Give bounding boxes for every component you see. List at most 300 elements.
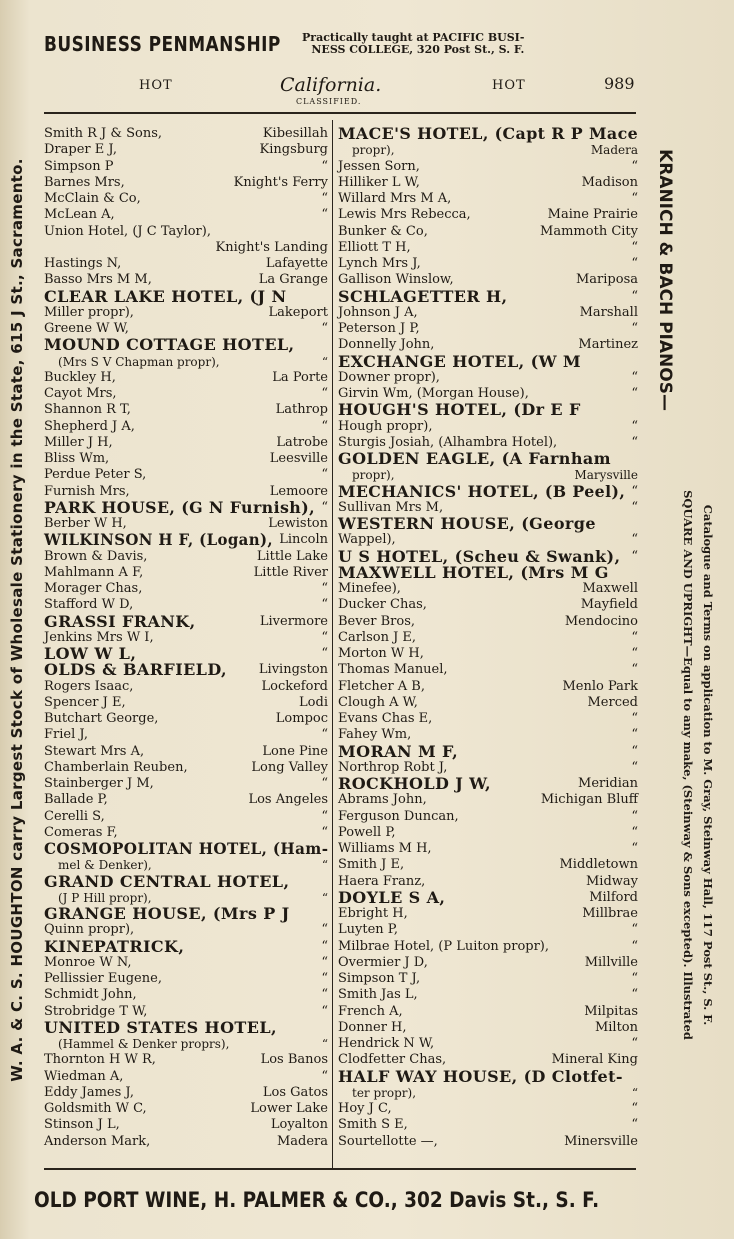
entry-place: Marshall: [579, 304, 638, 320]
entry-place: “: [321, 858, 328, 873]
directory-entry: [338, 646, 638, 662]
entry-place: Knight's Ferry: [233, 174, 328, 190]
entry-name: Anderson Mark,: [44, 1133, 151, 1149]
directory-entry: [338, 939, 638, 955]
right-margin-line2: [678, 370, 698, 1160]
directory-entry: [44, 240, 328, 256]
entry-name: Powell P,: [338, 824, 396, 840]
directory-entry: [44, 419, 328, 435]
entry-place: “: [631, 158, 638, 174]
entry-name: Sturgis Josiah, (Alhambra Hotel),: [338, 434, 558, 450]
right-margin-line2-text: SQUARE AND UPRIGHT—Equal to any make, (Steinway & Sons excepted). Illustrated: [681, 490, 695, 1040]
directory-entry: [338, 451, 638, 467]
right-margin-line3: [698, 370, 718, 1160]
entry-name: WILKINSON H F, (Logan),: [44, 530, 274, 550]
directory-entry: [338, 630, 638, 646]
entry-name: Schmidt John,: [44, 987, 137, 1003]
directory-entry: [338, 240, 638, 256]
top-ad-detail: [302, 32, 524, 56]
entry-name: (J P Hill propr),: [58, 890, 152, 905]
directory-entry: [338, 1004, 638, 1020]
directory-entry: [338, 1101, 638, 1117]
entry-place: “: [631, 743, 638, 759]
directory-entry: [338, 825, 638, 841]
bottom-ad-text: OLD PORT WINE, H. PALMER & CO., 302 Davis St., S. F.: [34, 1188, 600, 1212]
entry-place: “: [321, 207, 328, 223]
directory-entry: [44, 497, 328, 517]
entry-name: Spencer J E,: [44, 694, 126, 710]
entry-name: ter propr),: [352, 1085, 417, 1100]
entry-place: “: [631, 646, 638, 661]
entry-name: LOW W L,: [44, 644, 137, 663]
entry-place: “: [631, 629, 638, 645]
directory-entry: [338, 841, 638, 857]
entry-name: Morton W H,: [338, 646, 424, 661]
directory-entry: [44, 126, 328, 142]
entry-name: Miller propr),: [44, 304, 134, 320]
header-subtitle: CLASSIFIED.: [296, 97, 362, 106]
entry-place: “: [321, 386, 328, 401]
directory-entry: [338, 175, 638, 191]
top-ad-headline: BUSINESS PENMANSHIP: [44, 32, 281, 56]
directory-entry: [44, 906, 328, 922]
entry-place: “: [631, 369, 638, 385]
entry-place: “: [321, 499, 328, 515]
directory-entry: [44, 1036, 328, 1052]
directory-entry: [44, 191, 328, 207]
entry-name: Cerelli S,: [44, 808, 105, 824]
entry-place: Latrobe: [276, 434, 328, 450]
page-number: 989: [604, 74, 635, 93]
directory-entry: [44, 224, 328, 240]
entry-name: Cayot Mrs,: [44, 386, 117, 401]
directory-entry: [44, 142, 328, 158]
directory-entry: [44, 1069, 328, 1085]
entry-place: “: [321, 581, 328, 596]
entry-place: Meridian: [578, 776, 638, 791]
directory-entry: [338, 614, 638, 630]
entry-name: Overmier J D,: [338, 954, 428, 970]
entry-name: MACE'S HOTEL, (Capt R P Mace: [338, 124, 639, 143]
entry-place: Lone Pine: [262, 743, 328, 759]
entry-name: Union Hotel, (J C Taylor),: [44, 223, 211, 239]
entry-name: Furnish Mrs,: [44, 483, 130, 499]
entry-place: “: [631, 727, 638, 743]
entry-name: Morager Chas,: [44, 581, 143, 596]
column-divider: [332, 120, 333, 1168]
directory-entry: [338, 481, 638, 501]
directory-entry: [44, 467, 328, 483]
entry-name: McClain & Co,: [44, 191, 141, 206]
entry-name: Goldsmith W C,: [44, 1101, 147, 1116]
entry-place: “: [631, 1085, 638, 1100]
entry-name: EXCHANGE HOTEL, (W M: [338, 351, 582, 371]
directory-entry: [338, 741, 638, 761]
entry-place: Livermore: [259, 613, 328, 629]
top-advertisement: [44, 28, 644, 60]
entry-place: Loyalton: [270, 1117, 328, 1133]
right-margin-brand-text: KRANICH & BACH PIANOS—: [655, 149, 676, 411]
directory-entry: [44, 760, 328, 776]
entry-name: Jenkins Mrs W I,: [44, 629, 154, 645]
entry-name: Donner H,: [338, 1019, 407, 1035]
entry-name: CLEAR LAKE HOTEL, (J N: [44, 286, 287, 306]
entry-place: Millbrae: [582, 906, 638, 921]
entry-place: Knight's Landing: [215, 239, 328, 255]
entry-name: Smith Jas L,: [338, 987, 418, 1003]
entry-name: Hendrick N W,: [338, 1036, 435, 1051]
entry-place: “: [631, 841, 638, 856]
entry-name: Northrop Robt J,: [338, 759, 448, 775]
entry-name: DOYLE S A,: [338, 887, 446, 907]
entry-name: Haera Franz,: [338, 873, 426, 889]
entry-name: Girvin Wm, (Morgan House),: [338, 386, 529, 401]
entry-place: Lakeport: [268, 304, 328, 320]
entry-name: Williams M H,: [338, 841, 432, 856]
entry-place: “: [321, 191, 328, 206]
entry-name: Strobridge T W,: [44, 1003, 148, 1019]
entry-place: Lower Lake: [250, 1101, 328, 1116]
entry-place: “: [631, 1117, 638, 1133]
entry-place: Lathrop: [275, 402, 328, 418]
entry-name: mel & Denker),: [58, 858, 152, 873]
entry-place: “: [321, 418, 328, 434]
entry-name: Rogers Isaac,: [44, 678, 134, 694]
directory-entry: [44, 435, 328, 451]
directory-entry: [338, 286, 638, 306]
directory-entry: [338, 971, 638, 987]
bottom-advertisement: [34, 1180, 674, 1220]
entry-name: Wappel),: [338, 532, 396, 548]
entry-place: Lompoc: [275, 711, 328, 726]
entry-place: “: [321, 1003, 328, 1019]
header-left-word: HOT: [139, 78, 173, 93]
entry-place: Lafayette: [265, 256, 328, 271]
entry-place: “: [321, 354, 328, 369]
entry-place: Kibesillah: [262, 126, 328, 141]
entry-name: Comeras F,: [44, 824, 118, 840]
entry-name: (Mrs S V Chapman propr),: [58, 354, 220, 369]
entry-name: MORAN M F,: [338, 741, 459, 761]
directory-entry: [44, 532, 328, 548]
entry-place: La Porte: [272, 369, 328, 385]
directory-entry: [338, 159, 638, 175]
directory-entry: [338, 679, 638, 695]
directory-entry: [44, 1017, 328, 1037]
entry-place: “: [631, 532, 638, 548]
entry-place: Merced: [587, 694, 638, 710]
entry-place: Lemoore: [269, 483, 328, 499]
entry-name: Jessen Sorn,: [338, 158, 420, 174]
entry-place: Los Angeles: [248, 792, 328, 808]
entry-place: “: [321, 922, 328, 938]
entry-name: UNITED STATES HOTEL,: [44, 1017, 277, 1037]
directory-entry: [44, 727, 328, 743]
entry-place: Livingston: [258, 662, 328, 678]
directory-entry: [338, 1036, 638, 1052]
directory-entry: [338, 207, 638, 223]
entry-place: “: [321, 824, 328, 840]
entry-place: “: [631, 418, 638, 434]
entry-name: KINEPATRICK,: [44, 936, 185, 956]
entry-name: Stinson J L,: [44, 1117, 120, 1133]
entry-name: Fletcher A B,: [338, 678, 425, 694]
entry-name: Monroe W N,: [44, 954, 132, 970]
entry-name: SCHLAGETTER H,: [338, 286, 508, 306]
entry-place: Milton: [594, 1019, 638, 1035]
directory-entry: [44, 871, 328, 891]
entry-name: Lynch Mrs J,: [338, 256, 421, 271]
directory-entry: [44, 1101, 328, 1117]
entry-place: Little River: [253, 564, 328, 580]
top-ad-line1: Practically taught at PACIFIC BUSI-: [302, 31, 525, 44]
entry-name: Smith S E,: [338, 1117, 408, 1133]
entry-place: Long Valley: [251, 759, 328, 775]
entry-name: HOUGH'S HOTEL, (Dr E F: [338, 400, 581, 420]
entry-name: Abrams John,: [338, 792, 427, 808]
entry-place: Marysville: [574, 468, 638, 483]
entry-place: Maine Prairie: [547, 207, 638, 223]
entry-name: Ducker Chas,: [338, 597, 427, 613]
directory-entry: [338, 1117, 638, 1133]
entry-name: Donnelly John,: [338, 337, 435, 353]
directory-entry: [44, 955, 328, 971]
entry-place: “: [321, 597, 328, 613]
entry-name: Simpson P: [44, 158, 114, 174]
entry-place: “: [631, 548, 638, 564]
directory-entry: [338, 695, 638, 711]
entry-name: PARK HOUSE, (G N Furnish),: [44, 497, 315, 517]
entry-place: “: [321, 467, 328, 483]
entry-name: Simpson T J,: [338, 971, 421, 986]
entry-place: Menlo Park: [562, 678, 638, 694]
entry-name: Draper E J,: [44, 142, 117, 158]
entry-name: Peterson J P,: [338, 321, 420, 336]
entry-place: “: [631, 499, 638, 515]
footer-rule: [44, 1168, 636, 1170]
left-margin-advertisement: [0, 60, 34, 1180]
entry-place: “: [631, 971, 638, 986]
directory-entry: [338, 857, 638, 873]
entry-name: Eddy James J,: [44, 1084, 134, 1100]
entry-place: Kingsburg: [259, 142, 328, 158]
entry-name: Mahlmann A F,: [44, 564, 144, 580]
directory-entry: [44, 402, 328, 418]
entry-place: “: [321, 938, 328, 954]
entry-place: Lodi: [299, 694, 328, 710]
directory-entry: [338, 224, 638, 240]
directory-entry: [338, 1020, 638, 1036]
entry-place: Mammoth City: [540, 223, 638, 239]
entry-name: GOLDEN EAGLE, (A Farnham: [338, 449, 611, 468]
entry-place: “: [631, 386, 638, 401]
entry-place: “: [631, 239, 638, 255]
directory-entry: [44, 256, 328, 272]
left-column: [44, 126, 328, 1166]
directory-entry: [338, 662, 638, 678]
directory-entry: [338, 142, 638, 158]
entry-place: “: [631, 922, 638, 938]
entry-name: Hilliker L W,: [338, 174, 420, 190]
entry-place: Madera: [590, 143, 638, 158]
entry-name: Greene W W,: [44, 321, 129, 336]
directory-entry: [338, 887, 638, 907]
entry-name: Sullivan Mrs M,: [338, 499, 444, 515]
entry-name: Shannon R T,: [44, 402, 131, 418]
entry-name: Carlson J E,: [338, 629, 417, 645]
directory-entry: [44, 207, 328, 223]
directory-entry: [338, 1134, 638, 1150]
entry-name: Shepherd J A,: [44, 418, 135, 434]
entry-name: Ballade P,: [44, 792, 108, 808]
entry-place: Lewiston: [268, 516, 328, 531]
entry-name: Stafford W D,: [44, 597, 134, 613]
header-rule: [44, 112, 636, 114]
entry-name: Johnson J A,: [338, 304, 418, 320]
entry-name: Downer propr),: [338, 369, 440, 385]
directory-entry: [338, 955, 638, 971]
entry-name: Minefee),: [338, 581, 401, 596]
entry-name: Lewis Mrs Rebecca,: [338, 207, 471, 223]
directory-entry: [44, 1134, 328, 1150]
directory-entry: [338, 1085, 638, 1101]
directory-entry: [44, 286, 328, 306]
directory-entry: [44, 451, 328, 467]
directory-entry: [44, 695, 328, 711]
entry-name: (Hammel & Denker proprs),: [58, 1037, 230, 1051]
directory-entry: [338, 256, 638, 272]
entry-place: Mendocino: [564, 613, 638, 629]
entry-place: “: [631, 1036, 638, 1051]
entry-name: Wiedman A,: [44, 1068, 124, 1084]
entry-name: Ferguson Duncan,: [338, 808, 459, 824]
entry-name: Stewart Mrs A,: [44, 743, 145, 759]
entry-name: Luyten P,: [338, 922, 399, 938]
entry-name: McLean A,: [44, 207, 115, 223]
entry-place: Maxwell: [582, 581, 638, 596]
entry-name: Stainberger J M,: [44, 776, 154, 791]
entry-place: “: [631, 938, 638, 954]
entry-place: “: [321, 727, 328, 743]
directory-entry: [44, 1085, 328, 1101]
entry-place: “: [631, 824, 638, 840]
entry-name: Thomas Manuel,: [338, 662, 448, 678]
directory-entry: [44, 711, 328, 727]
entry-name: propr),: [352, 468, 395, 483]
entry-name: U S HOTEL, (Scheu & Swank),: [338, 546, 621, 566]
directory-entry: [44, 987, 328, 1003]
directory-entry: [44, 305, 328, 321]
entry-place: Milpitas: [584, 1003, 638, 1019]
entry-place: “: [631, 1101, 638, 1116]
directory-entry: [44, 611, 328, 631]
directory-entry: [44, 1052, 328, 1068]
directory-entry: [338, 906, 638, 922]
entry-place: “: [631, 987, 638, 1003]
entry-name: Evans Chas E,: [338, 711, 433, 726]
entry-name: Thornton H W R,: [44, 1052, 156, 1068]
entry-place: “: [631, 483, 638, 499]
entry-place: Mayfield: [580, 597, 638, 613]
directory-entry: [44, 936, 328, 956]
entry-name: Berber W H,: [44, 516, 127, 531]
entry-place: Mariposa: [575, 272, 638, 288]
entry-name: Smith R J & Sons,: [44, 126, 162, 141]
directory-entry: [44, 581, 328, 597]
entry-name: Fahey Wm,: [338, 727, 412, 743]
entry-place: Lockeford: [261, 678, 328, 694]
directory-entry: [44, 549, 328, 565]
entry-name: Hough propr),: [338, 418, 433, 434]
entry-name: Ebright H,: [338, 906, 408, 921]
entry-place: Little Lake: [256, 548, 328, 564]
entry-name: Bliss Wm,: [44, 451, 110, 466]
directory-entry: [44, 370, 328, 386]
directory-entry: [44, 841, 328, 857]
directory-entry: [338, 581, 638, 597]
entry-place: “: [321, 158, 328, 174]
entry-name: Elliott T H,: [338, 239, 411, 255]
entry-name: Willard Mrs M A,: [338, 191, 452, 206]
directory-entry: [44, 809, 328, 825]
directory-entry: [44, 971, 328, 987]
top-ad-line2: NESS COLLEGE, 320 Post St., S. F.: [311, 43, 525, 56]
entry-name: Hastings N,: [44, 256, 122, 271]
entry-place: Los Gatos: [262, 1084, 328, 1100]
directory-entry: [44, 679, 328, 695]
entry-place: La Grange: [258, 272, 328, 288]
directory-entry: [338, 597, 638, 613]
right-margin-line3-text: Catalogue and Terms on application to M. Gray, Steinway Hall, 117 Post St., S. F.: [701, 504, 716, 1026]
entry-name: OLDS & BARFIELD,: [44, 660, 228, 680]
entry-place: Midway: [585, 873, 638, 889]
directory-entry: [44, 159, 328, 175]
directory-entry: [338, 516, 638, 532]
entry-name: Bunker & Co,: [338, 223, 428, 239]
entry-name: Gallison Winslow,: [338, 272, 454, 288]
entry-name: Quinn propr),: [44, 922, 135, 938]
directory-entry: [44, 792, 328, 808]
entry-name: Pellissier Eugene,: [44, 971, 162, 986]
directory-entry: [44, 1117, 328, 1133]
entry-name: MOUND COTTAGE HOTEL,: [44, 335, 295, 355]
entry-place: Leesville: [269, 451, 328, 466]
entry-name: Smith J E,: [338, 857, 405, 873]
directory-entry: [44, 386, 328, 402]
entry-place: “: [321, 321, 328, 336]
entry-place: “: [321, 1068, 328, 1084]
directory-entry: [338, 711, 638, 727]
entry-place: “: [631, 711, 638, 726]
left-margin-ad-text: W. A. & C. S. HOUGHTON carry Largest Stock of Wholesale Stationery in the State, 615 J St., Sacramento.: [8, 158, 26, 1082]
entry-name: Basso Mrs M M,: [44, 272, 152, 288]
entry-place: Michigan Bluff: [540, 792, 638, 808]
directory-entry: [338, 305, 638, 321]
directory-entry: [338, 792, 638, 808]
header-right-word: HOT: [492, 78, 526, 93]
entry-name: COSMOPOLITAN HOTEL, (Ham-: [44, 839, 329, 858]
entry-place: Madera: [276, 1133, 328, 1149]
entry-place: “: [321, 1037, 328, 1051]
entry-place: “: [631, 434, 638, 450]
entry-name: French A,: [338, 1003, 403, 1019]
entry-place: “: [321, 629, 328, 645]
directory-entry: [44, 662, 328, 678]
directory-entry: [44, 354, 328, 370]
entry-place: “: [631, 191, 638, 206]
entry-place: Minersville: [564, 1133, 638, 1149]
directory-entry: [44, 565, 328, 581]
